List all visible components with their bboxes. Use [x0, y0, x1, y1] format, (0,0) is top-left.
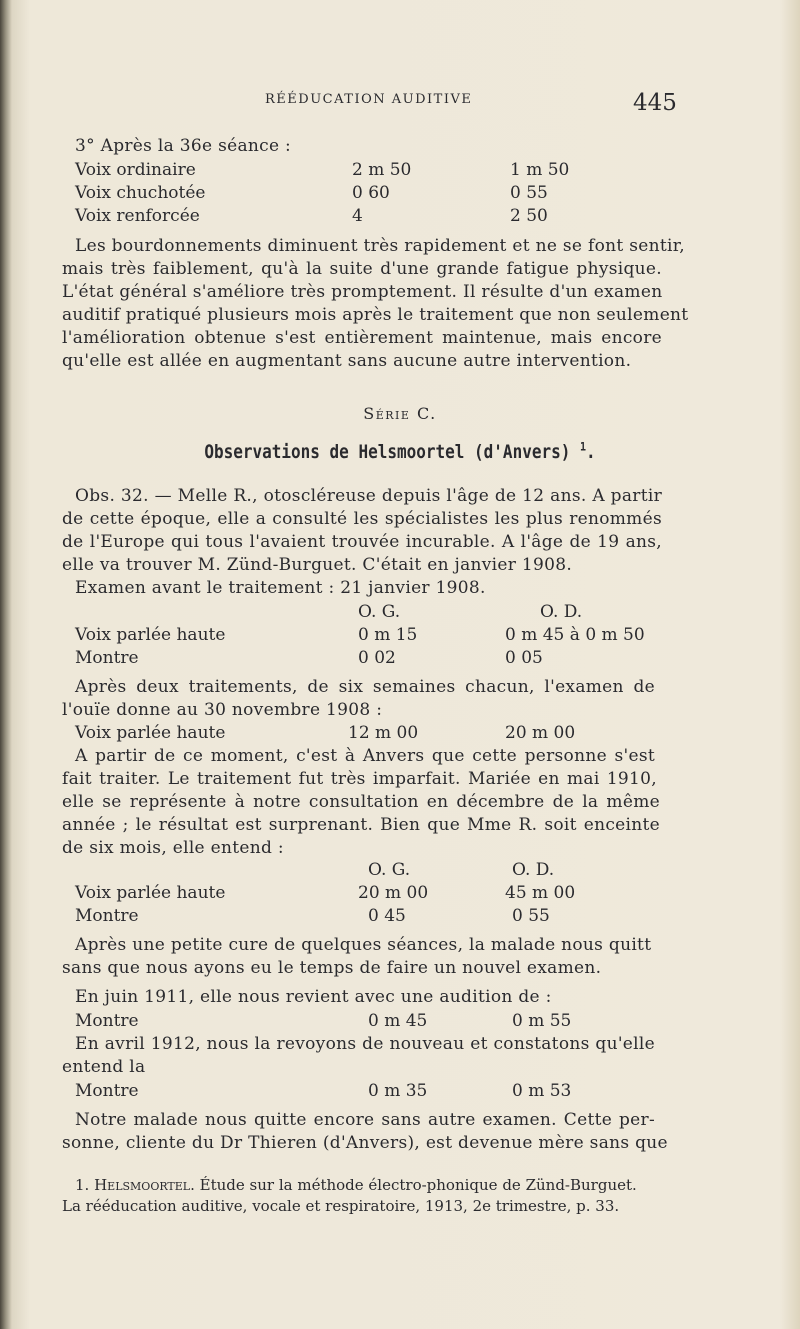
body-text-line: de cette époque, elle a consulté les spécialistes les plus renommés — [62, 509, 662, 529]
table2-row-og: 0 02 — [358, 648, 396, 668]
column-header-od: O. D. — [512, 860, 555, 880]
body-text-line: de six mois, elle entend : — [62, 838, 284, 858]
table4-row-label: Voix parlée haute — [75, 883, 226, 903]
body-text-line: A partir de ce moment, c'est à Anvers que cette personne s'est — [75, 746, 655, 766]
body-text-line: mais très faiblement, qu'à la suite d'une grande fatigue physique. — [62, 259, 662, 279]
table2-row-og: 0 m 15 — [358, 625, 418, 645]
body-text-line: qu'elle est allée en augmentant sans aucune autre intervention. — [62, 351, 632, 371]
table2-row-od: 0 m 45 à 0 m 50 — [505, 625, 645, 645]
row3-og: 12 m 00 — [348, 723, 419, 743]
row5-od: 0 m 55 — [512, 1011, 572, 1031]
page-number: 445 — [633, 90, 677, 116]
table1-row-value-a: 2 m 50 — [352, 160, 412, 180]
table2-row-label: Montre — [75, 648, 139, 668]
body-text-line: fait traiter. Le traitement fut très imparfait. Mariée en mai 1910, — [62, 769, 657, 789]
body-text-line: Après une petite cure de quelques séances, la malade nous quitt — [75, 935, 652, 955]
table4-row-og: 20 m 00 — [358, 883, 429, 903]
body-text-line: l'amélioration obtenue s'est entièrement maintenue, mais encore — [62, 328, 662, 348]
column-header-og: O. G. — [358, 602, 401, 622]
row5-label: Montre — [75, 1011, 139, 1031]
table1-row-value-a: 4 — [352, 206, 363, 226]
body-text-line: Les bourdonnements diminuent très rapidement et ne se font sentir, — [75, 236, 685, 256]
body-text-line: Obs. 32. — Melle R., otoscléreuse depuis l'âge de 12 ans. A partir — [75, 486, 662, 506]
body-text-line: Notre malade nous quitte encore sans autre examen. Cette per- — [75, 1110, 655, 1130]
column-header-og: O. G. — [368, 860, 411, 880]
table1-row-label: Voix renforcée — [75, 206, 200, 226]
body-text-line: Après deux traitements, de six semaines chacun, l'examen de — [75, 677, 655, 697]
table1-row-value-b: 2 50 — [510, 206, 548, 226]
table4-row-og: 0 45 — [368, 906, 406, 926]
series-heading: Série C. — [363, 404, 437, 423]
body-text-line: auditif pratiqué plusieurs mois après le traitement que non seulement — [62, 305, 689, 325]
table2-row-od: 0 05 — [505, 648, 543, 668]
body-text-line: entend la — [62, 1057, 146, 1077]
row6-og: 0 m 35 — [368, 1081, 428, 1101]
row3-od: 20 m 00 — [505, 723, 576, 743]
running-header: RÉÉDUCATION AUDITIVE — [265, 92, 473, 107]
row6-od: 0 m 53 — [512, 1081, 572, 1101]
row6-label: Montre — [75, 1081, 139, 1101]
footnote-mark: 1. — [75, 1176, 90, 1194]
table1-row-label: Voix ordinaire — [75, 160, 196, 180]
body-text-line: En avril 1912, nous la revoyons de nouveau et constatons qu'elle — [75, 1034, 655, 1054]
footnote-reference: 1 — [580, 441, 587, 454]
table1-row-value-a: 0 60 — [352, 183, 390, 203]
row3-label: Voix parlée haute — [75, 723, 226, 743]
body-text-line: sans que nous ayons eu le temps de faire un nouvel examen. — [62, 958, 602, 978]
table1-row-label: Voix chuchotée — [75, 183, 206, 203]
table4-row-od: 45 m 00 — [505, 883, 576, 903]
body-text-line: sonne, cliente du Dr Thieren (d'Anvers), est devenue mère sans que — [62, 1133, 668, 1153]
column-header-od: O. D. — [540, 602, 583, 622]
exam-caption: Examen avant le traitement : 21 janvier 1908. — [75, 578, 486, 598]
body-text-line: En juin 1911, elle nous revient avec une audition de : — [75, 987, 552, 1007]
body-text-line: L'état général s'améliore très promptement. Il résulte d'un examen — [62, 282, 663, 302]
section-title: Observations de Helsmoortel (d'Anvers) $^1$. — [204, 440, 596, 463]
footnote-author: Helsmoortel. — [94, 1176, 195, 1194]
body-text-line: elle va trouver M. Zünd-Burguet. C'était en janvier 1908. — [62, 555, 573, 575]
body-text-line: de l'Europe qui tous l'avaient trouvée incurable. A l'âge de 19 ans, — [62, 532, 662, 552]
table4-row-od: 0 55 — [512, 906, 550, 926]
footnote-text: Étude sur la méthode électro-phonique de Zünd-Burguet. — [199, 1176, 637, 1194]
footnote-line — [75, 1176, 637, 1194]
row5-og: 0 m 45 — [368, 1011, 428, 1031]
table1-row-value-b: 0 55 — [510, 183, 548, 203]
table1-row-value-b: 1 m 50 — [510, 160, 570, 180]
footnote-line: La rééducation auditive, vocale et respiratoire, 1913, 2e trimestre, p. 33. — [62, 1197, 620, 1215]
body-text-line: année ; le résultat est surprenant. Bien que Mme R. soit enceinte — [62, 815, 660, 835]
table1-caption: 3° Après la 36e séance : — [75, 136, 292, 156]
body-text-line: elle se représente à notre consultation en décembre de la même — [62, 792, 660, 812]
table2-row-label: Voix parlée haute — [75, 625, 226, 645]
table4-row-label: Montre — [75, 906, 139, 926]
body-text-line: l'ouïe donne au 30 novembre 1908 : — [62, 700, 383, 720]
